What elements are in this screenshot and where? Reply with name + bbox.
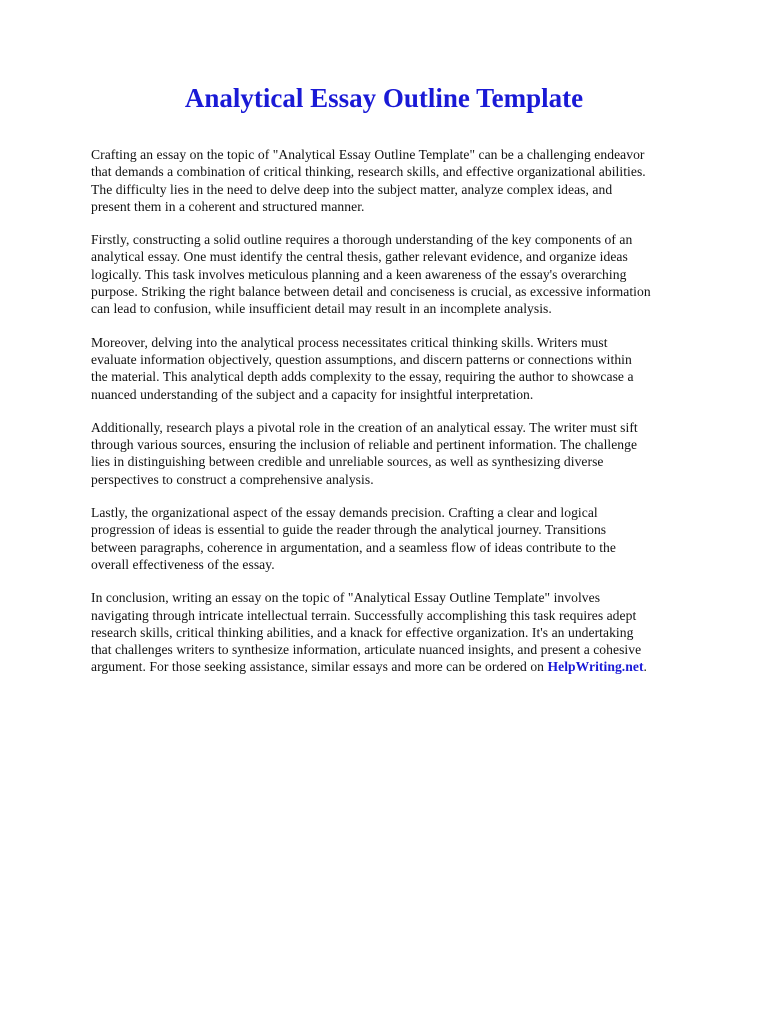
- text-line: The difficulty lies in the need to delve deep into the subject matter, analyze complex ideas, and: [91, 181, 613, 197]
- paragraph-moreover: [91, 334, 725, 403]
- text-line: Additionally, research plays a pivotal role in the creation of an analytical essay. The writer must sift: [91, 419, 638, 435]
- text-line: analytical essay. One must identify the central thesis, gather relevant evidence, and organize ideas: [91, 249, 628, 265]
- text-line: evaluate information objectively, question assumptions, and discern patterns or connections within: [91, 351, 632, 367]
- text-line: logically. This task involves meticulous planning and a keen awareness of the essay's overarching: [91, 266, 627, 282]
- text-line: Firstly, constructing a solid outline requires a thorough understanding of the key components of an: [91, 232, 633, 248]
- document-body: [91, 146, 725, 676]
- paragraph-lastly: [91, 504, 725, 573]
- text-line: that challenges writers to synthesize information, articulate nuanced insights, and present a cohesive: [91, 642, 642, 658]
- conclusion-last-line-text: argument. For those seeking assistance, similar essays and more can be ordered on: [91, 659, 548, 675]
- text-line: Crafting an essay on the topic of "Analytical Essay Outline Template" can be a challenging endeavor: [91, 147, 645, 162]
- text-line: Moreover, delving into the analytical process necessitates critical thinking skills. Writers must: [91, 334, 608, 350]
- helpwriting-link[interactable]: HelpWriting.net: [547, 659, 644, 675]
- text-line: navigating through intricate intellectual terrain. Successfully accomplishing this task requires adept: [91, 607, 637, 623]
- paragraph-additionally: [91, 419, 725, 488]
- page-title: Analytical Essay Outline Template: [184, 83, 584, 113]
- conclusion-trailing-text: .: [643, 659, 647, 675]
- text-line: In conclusion, writing an essay on the topic of "Analytical Essay Outline Template" involves: [91, 590, 601, 606]
- text-line: perspectives to construct a comprehensive analysis.: [91, 471, 374, 487]
- text-line: purpose. Striking the right balance between detail and conciseness is crucial, as excessive information: [91, 284, 651, 300]
- paragraph-conclusion: [91, 589, 725, 675]
- text-line: progression of ideas is essential to guide the reader through the analytical journey. Transitions: [91, 522, 607, 538]
- text-line: nuanced understanding of the subject and a capacity for insightful interpretation.: [91, 386, 534, 402]
- paragraph-intro: [91, 146, 725, 215]
- text-line: that demands a combination of critical thinking, research skills, and effective organizational abilities.: [91, 164, 646, 180]
- text-line: present them in a coherent and structured manner.: [91, 198, 365, 214]
- text-line: overall effectiveness of the essay.: [91, 556, 275, 572]
- text-line: through various sources, ensuring the inclusion of reliable and pertinent information. The challenge: [91, 437, 638, 453]
- text-line: research skills, critical thinking abilities, and a knack for effective organization. It's an undertaking: [91, 624, 634, 640]
- text-line: the material. This analytical depth adds complexity to the essay, requiring the author to showcase a: [91, 369, 634, 385]
- text-line-with-link: [91, 658, 725, 675]
- text-line: lies in distinguishing between credible and unreliable sources, as well as synthesizing diverse: [91, 454, 604, 470]
- text-line: between paragraphs, coherence in argumentation, and a seamless flow of ideas contribute to the: [91, 539, 616, 555]
- paragraph-firstly: [91, 231, 725, 317]
- text-line: Lastly, the organizational aspect of the essay demands precision. Crafting a clear and logical: [91, 505, 598, 521]
- text-line: can lead to confusion, while insufficient detail may result in an incomplete analysis.: [91, 301, 552, 317]
